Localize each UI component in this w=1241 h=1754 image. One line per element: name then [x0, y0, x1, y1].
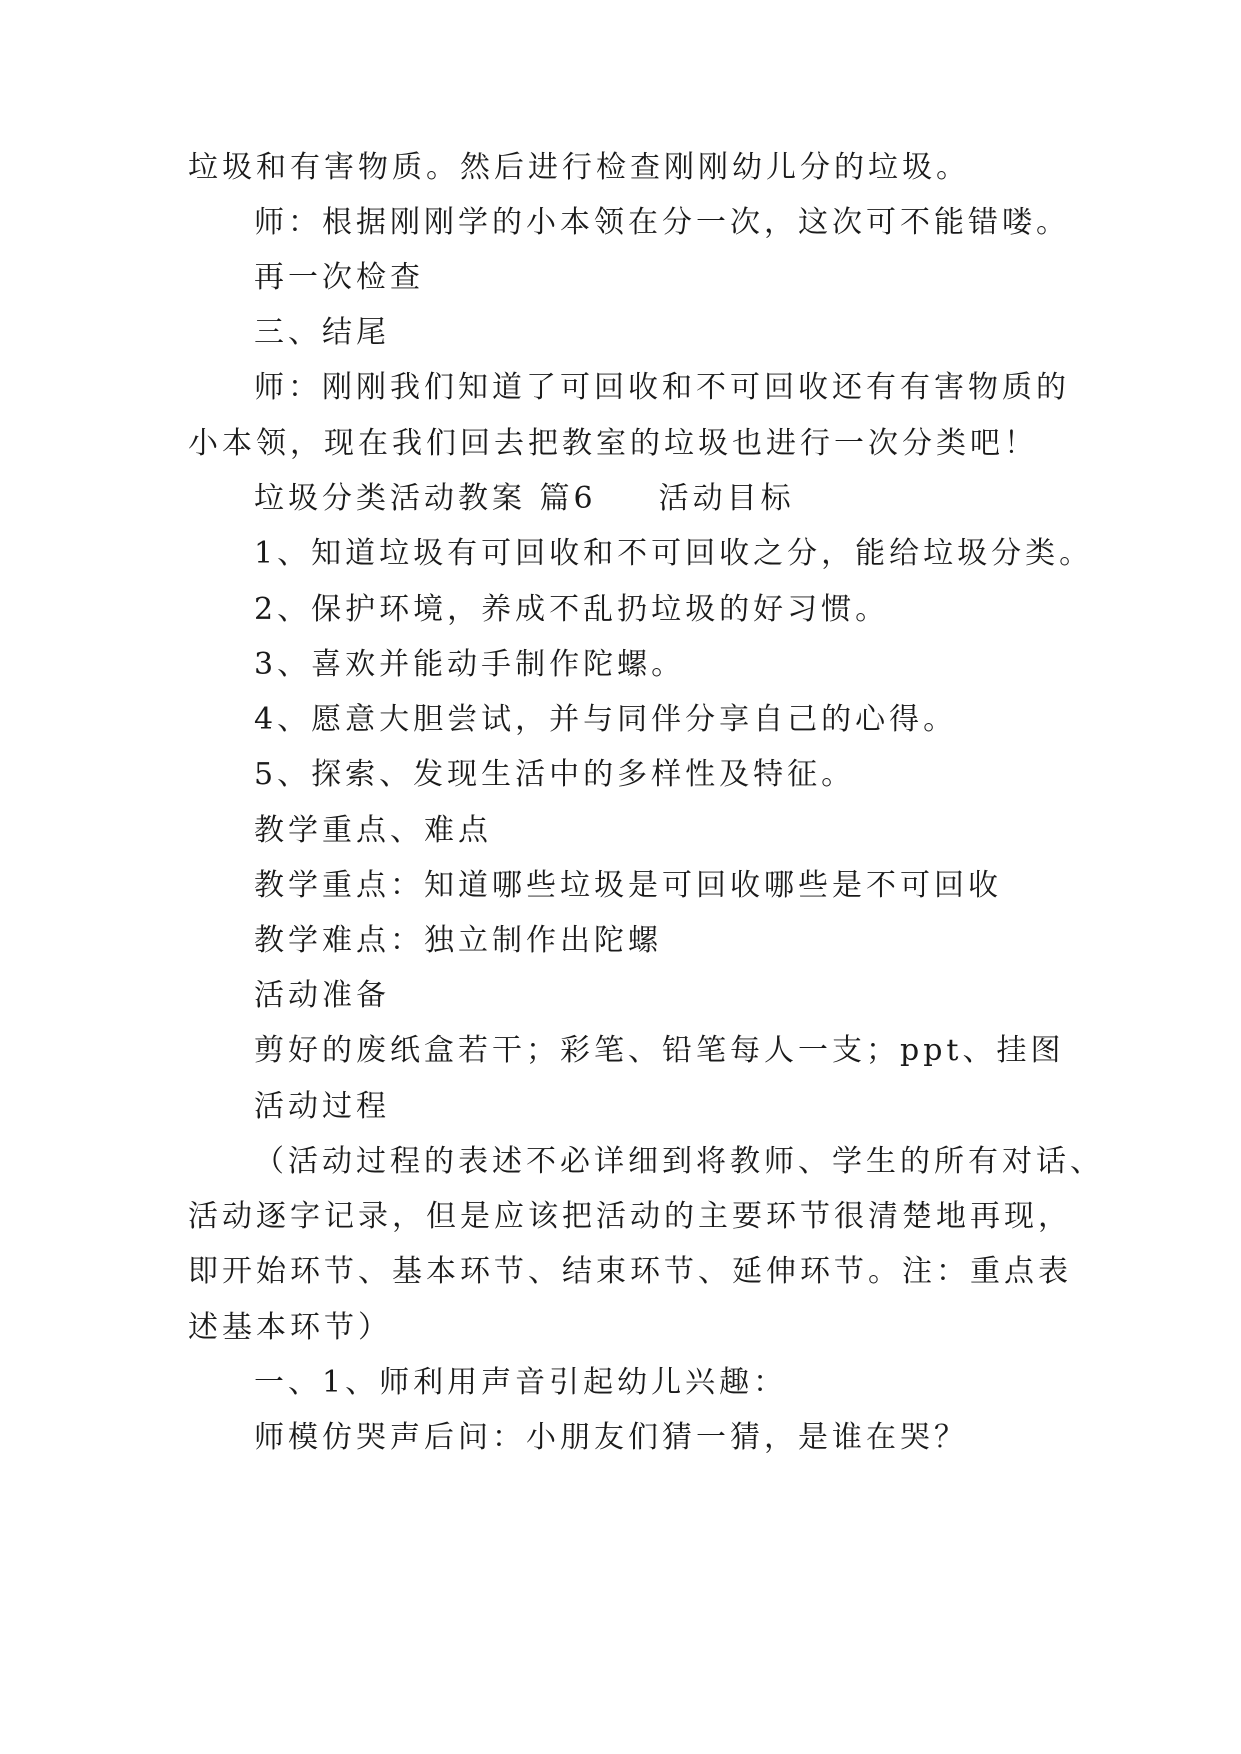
text-line: 剪好的废纸盒若干；彩笔、铅笔每人一支；ppt、挂图: [254, 1033, 1065, 1068]
text-line: 师：根据刚刚学的小本领在分一次，这次可不能错喽。: [254, 205, 1070, 240]
list-item: 4、愿意大胆尝试，并与同伴分享自己的心得。: [254, 702, 958, 737]
text-line: 述基本环节）: [188, 1310, 392, 1345]
text-line: 活动逐字记录，但是应该把活动的主要环节很清楚地再现，: [188, 1199, 1072, 1234]
list-item: 3、喜欢并能动手制作陀螺。: [254, 647, 686, 682]
list-item: 2、保护环境，养成不乱扔垃圾的好习惯。: [254, 592, 890, 627]
text-line: 即开始环节、基本环节、结束环节、延伸环节。注：重点表: [188, 1254, 1072, 1289]
text-line: 垃圾和有害物质。然后进行检查刚刚幼儿分的垃圾。: [188, 150, 970, 185]
text-line: 一、1、师利用声音引起幼儿兴趣：: [254, 1365, 788, 1400]
activity-goals-heading: 活动目标: [658, 481, 795, 516]
section-heading: 三、结尾: [254, 315, 390, 350]
lesson-plan-title: 垃圾分类活动教案 篇6: [254, 481, 597, 516]
text-line: 再一次检查: [254, 260, 424, 295]
list-item: 5、探索、发现生活中的多样性及特征。: [254, 757, 856, 792]
text-line: 小本领，现在我们回去把教室的垃圾也进行一次分类吧！: [188, 426, 1038, 461]
section-heading-line: [254, 479, 795, 519]
text-line: 教学重点：知道哪些垃圾是可回收哪些是不可回收: [254, 868, 1002, 903]
text-line: （活动过程的表述不必详细到将教师、学生的所有对话、: [254, 1144, 1104, 1179]
text-line: 师模仿哭声后问：小朋友们猜一猜，是谁在哭？: [254, 1420, 968, 1455]
list-item: 1、知道垃圾有可回收和不可回收之分，能给垃圾分类。: [254, 536, 1094, 571]
section-heading: 教学重点、难点: [254, 813, 492, 848]
section-heading: 活动准备: [254, 978, 390, 1013]
section-heading: 活动过程: [254, 1089, 390, 1124]
text-line: 师：刚刚我们知道了可回收和不可回收还有有害物质的: [254, 370, 1070, 405]
text-line: 教学难点：独立制作出陀螺: [254, 923, 662, 958]
